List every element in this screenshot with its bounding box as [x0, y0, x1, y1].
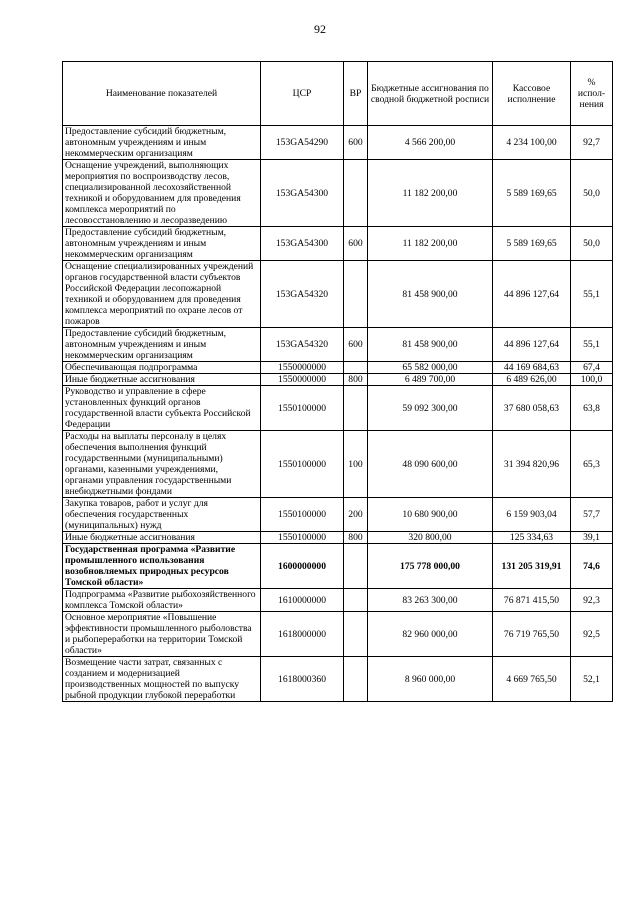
cell-vr: [344, 589, 368, 612]
cell-csr: 1618000360: [261, 657, 344, 702]
cell-vr: [344, 160, 368, 227]
cell-csr: 1550100000: [261, 532, 344, 544]
cell-vr: 600: [344, 227, 368, 261]
cell-csr: 153GA54300: [261, 227, 344, 261]
cell-vr: 600: [344, 328, 368, 362]
header-vr: ВР: [344, 62, 368, 126]
cell-name: Государственная программа «Развитие промышленного использования возобновляемых природных ресурсов Томской области»: [63, 544, 261, 589]
cell-name: Иные бюджетные ассигнования: [63, 532, 261, 544]
cell-vr: [344, 657, 368, 702]
cell-vr: 800: [344, 532, 368, 544]
cell-budget: 11 182 200,00: [368, 160, 493, 227]
cell-csr: 1550100000: [261, 431, 344, 498]
page-number: 92: [314, 22, 326, 36]
table-row: [63, 160, 613, 227]
cell-vr: 600: [344, 126, 368, 160]
header-name: Наименование показателей: [63, 62, 261, 126]
cell-budget: 48 090 600,00: [368, 431, 493, 498]
table-row: [63, 328, 613, 362]
cell-csr: 153GA54320: [261, 261, 344, 328]
cell-vr: [344, 362, 368, 374]
cell-csr: 1550100000: [261, 386, 344, 431]
cell-cash: 31 394 820,96: [493, 431, 571, 498]
cell-pct: 65,3: [571, 431, 613, 498]
cell-cash: 6 489 626,00: [493, 374, 571, 386]
table-row: [63, 386, 613, 431]
header-csr: ЦСР: [261, 62, 344, 126]
cell-name: Оснащение учреждений, выполняющих мероприятия по воспроизводству лесов, специализированной лесохозяйственной техникой и оборудованием для проведения комплекса мероприятий по лесовосстановлению и лесоразведению: [63, 160, 261, 227]
table-row: [63, 532, 613, 544]
cell-pct: 100,0: [571, 374, 613, 386]
header-budget: Бюджетные ассигнования по сводной бюджетной росписи: [368, 62, 493, 126]
cell-name: Оснащение специализированных учреждений органов государственной власти субъектов Российской Федерации лесопожарной техникой и оборудованием для проведения комплекса мероприятий по охране лесов от пожаров: [63, 261, 261, 328]
cell-csr: 153GA54320: [261, 328, 344, 362]
cell-budget: 4 566 200,00: [368, 126, 493, 160]
cell-name: Предоставление субсидий бюджетным, автономным учреждениям и иным некоммерческим организациям: [63, 126, 261, 160]
cell-cash: 5 589 169,65: [493, 227, 571, 261]
cell-csr: 1550000000: [261, 374, 344, 386]
table-row: [63, 612, 613, 657]
cell-pct: 55,1: [571, 328, 613, 362]
cell-vr: [344, 261, 368, 328]
cell-pct: 67,4: [571, 362, 613, 374]
table-row: [63, 374, 613, 386]
header-cash: Кассовое исполнение: [493, 62, 571, 126]
cell-pct: 74,6: [571, 544, 613, 589]
cell-csr: 1600000000: [261, 544, 344, 589]
cell-cash: 37 680 058,63: [493, 386, 571, 431]
table-row: [63, 126, 613, 160]
cell-budget: 320 800,00: [368, 532, 493, 544]
cell-name: Возмещение части затрат, связанных с созданием и модернизацией производственных мощностей по выпуску рыбной продукции глубокой переработки: [63, 657, 261, 702]
cell-cash: 125 334,63: [493, 532, 571, 544]
cell-vr: [344, 386, 368, 431]
cell-budget: 6 489 700,00: [368, 374, 493, 386]
cell-pct: 92,3: [571, 589, 613, 612]
cell-csr: 1550000000: [261, 362, 344, 374]
header-percent: % испол-нения: [571, 62, 613, 126]
cell-cash: 6 159 903,04: [493, 498, 571, 532]
table-row: [63, 431, 613, 498]
cell-name: Иные бюджетные ассигнования: [63, 374, 261, 386]
cell-budget: 83 263 300,00: [368, 589, 493, 612]
cell-cash: 44 896 127,64: [493, 261, 571, 328]
cell-cash: 131 205 319,91: [493, 544, 571, 589]
cell-name: Основное мероприятие «Повышение эффективности промышленного рыболовства и рыбопереработки на территории Томской области»: [63, 612, 261, 657]
cell-budget: 82 960 000,00: [368, 612, 493, 657]
table-row: [63, 261, 613, 328]
table-row: [63, 227, 613, 261]
cell-pct: 50,0: [571, 160, 613, 227]
cell-csr: 1550100000: [261, 498, 344, 532]
cell-pct: 55,1: [571, 261, 613, 328]
cell-budget: 8 960 000,00: [368, 657, 493, 702]
cell-cash: 4 234 100,00: [493, 126, 571, 160]
budget-table: [62, 61, 613, 702]
cell-budget: 81 458 900,00: [368, 261, 493, 328]
cell-budget: 59 092 300,00: [368, 386, 493, 431]
table-row: [63, 657, 613, 702]
cell-pct: 92,5: [571, 612, 613, 657]
cell-csr: 1618000000: [261, 612, 344, 657]
cell-name: Руководство и управление в сфере установленных функций органов государственной власти субъекта Российской Федерации: [63, 386, 261, 431]
cell-csr: 153GA54300: [261, 160, 344, 227]
cell-pct: 92,7: [571, 126, 613, 160]
cell-pct: 39,1: [571, 532, 613, 544]
cell-vr: 200: [344, 498, 368, 532]
header-row: [63, 62, 613, 126]
table-row: [63, 589, 613, 612]
cell-budget: 10 680 900,00: [368, 498, 493, 532]
cell-vr: [344, 544, 368, 589]
cell-budget: 81 458 900,00: [368, 328, 493, 362]
table-row: [63, 498, 613, 532]
cell-csr: 153GA54290: [261, 126, 344, 160]
cell-name: Закупка товаров, работ и услуг для обеспечения государственных (муниципальных) нужд: [63, 498, 261, 532]
cell-vr: 800: [344, 374, 368, 386]
cell-budget: 65 582 000,00: [368, 362, 493, 374]
cell-name: Расходы на выплаты персоналу в целях обеспечения выполнения функций государственными (муниципальными) органами, казенными учреждениями, органами управления государственными внебюджетными фондами: [63, 431, 261, 498]
cell-cash: 76 719 765,50: [493, 612, 571, 657]
cell-pct: 52,1: [571, 657, 613, 702]
cell-pct: 50,0: [571, 227, 613, 261]
cell-cash: 4 669 765,50: [493, 657, 571, 702]
cell-pct: 57,7: [571, 498, 613, 532]
cell-name: Предоставление субсидий бюджетным, автономным учреждениям и иным некоммерческим организациям: [63, 227, 261, 261]
cell-name: Предоставление субсидий бюджетным, автономным учреждениям и иным некоммерческим организациям: [63, 328, 261, 362]
cell-cash: 44 169 684,63: [493, 362, 571, 374]
cell-pct: 63,8: [571, 386, 613, 431]
cell-budget: 175 778 000,00: [368, 544, 493, 589]
table-row: [63, 362, 613, 374]
table-row: [63, 544, 613, 589]
cell-cash: 5 589 169,65: [493, 160, 571, 227]
cell-vr: 100: [344, 431, 368, 498]
cell-vr: [344, 612, 368, 657]
cell-cash: 44 896 127,64: [493, 328, 571, 362]
cell-name: Обеспечивающая подпрограмма: [63, 362, 261, 374]
cell-name: Подпрограмма «Развитие рыбохозяйственного комплекса Томской области»: [63, 589, 261, 612]
cell-cash: 76 871 415,50: [493, 589, 571, 612]
cell-csr: 1610000000: [261, 589, 344, 612]
cell-budget: 11 182 200,00: [368, 227, 493, 261]
